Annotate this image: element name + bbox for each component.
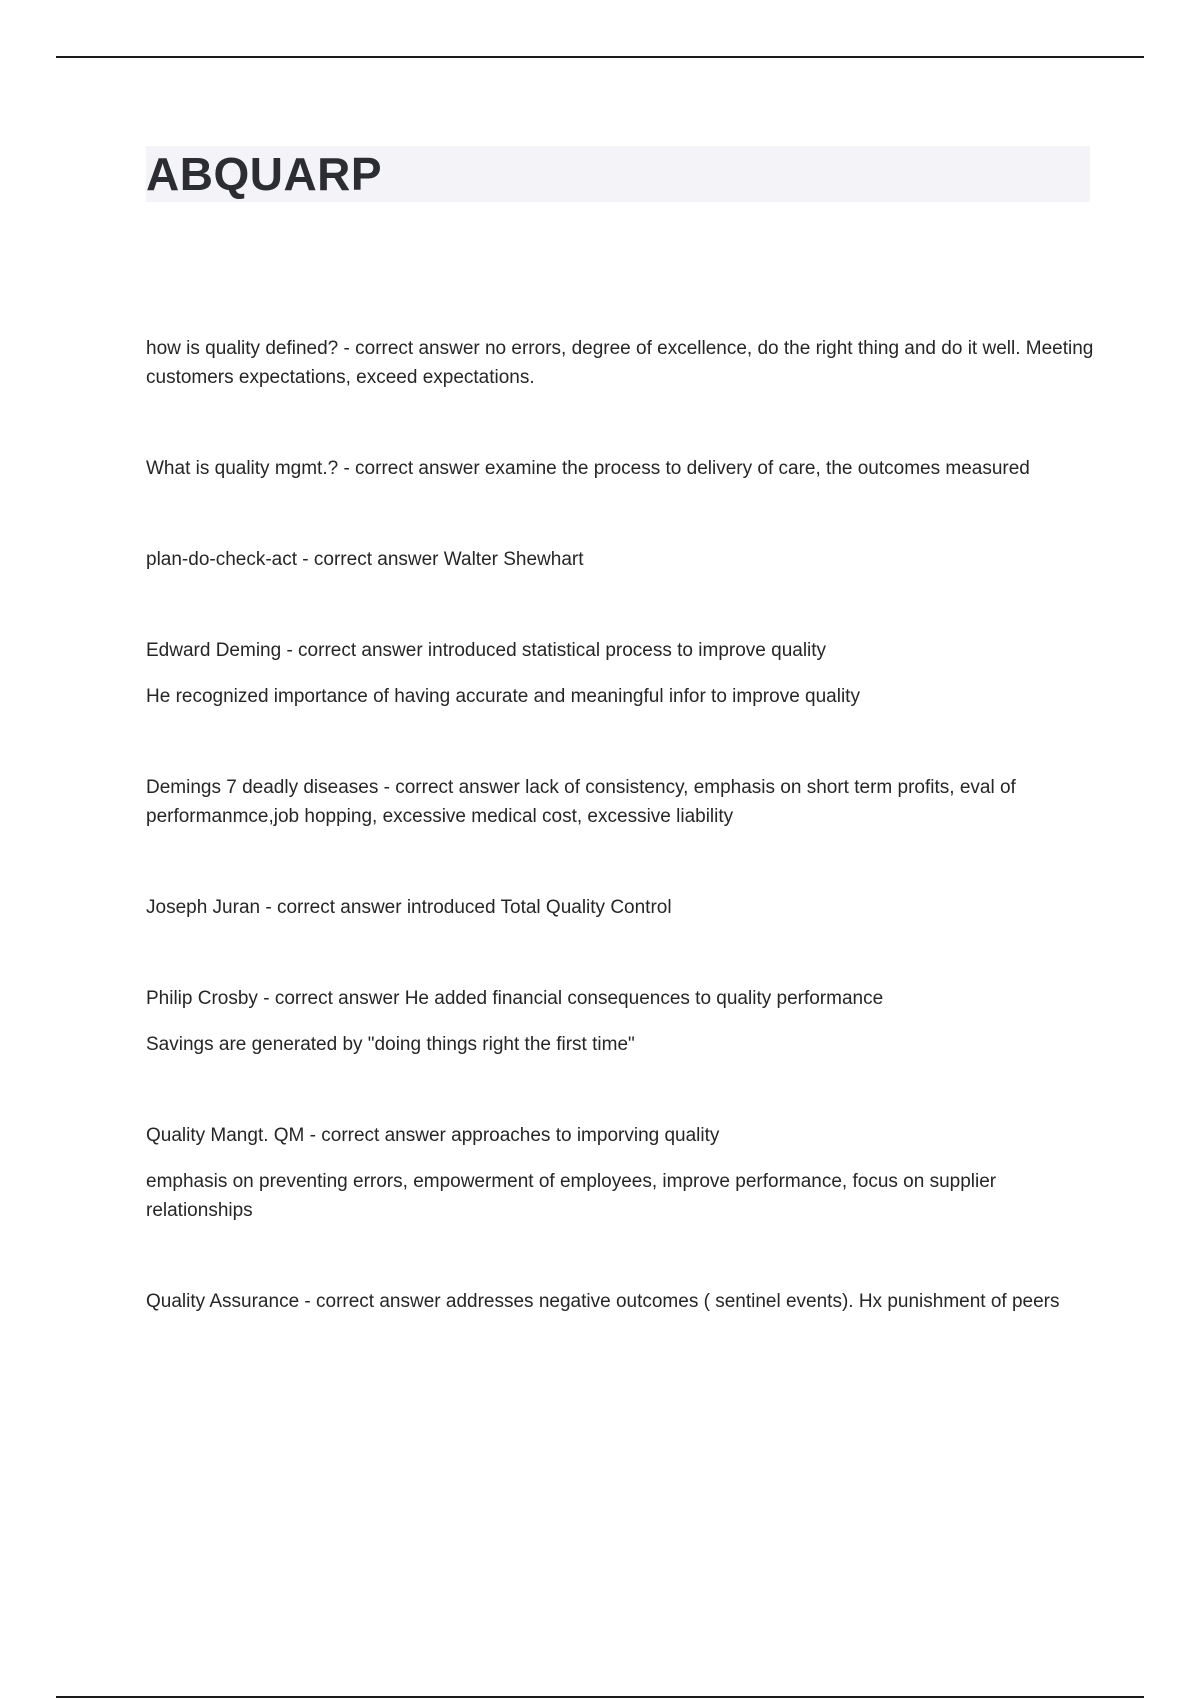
flashcard bbox=[146, 984, 1096, 1059]
flashcard bbox=[146, 1287, 1096, 1316]
flashcard bbox=[146, 636, 1096, 711]
flashcard-text: What is quality mgmt.? - correct answer examine the process to delivery of care, the outcomes measured bbox=[146, 458, 1030, 479]
title-band bbox=[146, 146, 1090, 202]
flashcard bbox=[146, 545, 1096, 574]
flashcard-text: Demings 7 deadly diseases - correct answer lack of consistency, emphasis on short term profits, eval of performanmce,job hopping, excessive medical cost, excessive liability bbox=[146, 777, 1016, 827]
flashcard-text-continued: emphasis on preventing errors, empowerment of employees, improve performance, focus on supplier relationships bbox=[146, 1171, 997, 1221]
flashcard-text: how is quality defined? - correct answer no errors, degree of excellence, do the right thing and do it well. Meeting customers expectations, exceed expectations. bbox=[146, 338, 1094, 388]
flashcard bbox=[146, 334, 1096, 392]
flashcard-text: Quality Mangt. QM - correct answer approaches to imporving quality bbox=[146, 1125, 720, 1146]
flashcard-text: Edward Deming - correct answer introduced statistical process to improve quality bbox=[146, 640, 827, 661]
bottom-divider bbox=[56, 1696, 1144, 1698]
flashcard bbox=[146, 454, 1096, 483]
flashcard-text-continued: Savings are generated by "doing things right the first time" bbox=[146, 1034, 635, 1055]
flashcard-text: Philip Crosby - correct answer He added financial consequences to quality performance bbox=[146, 988, 884, 1009]
document-title: ABQUARP bbox=[146, 148, 383, 200]
flashcard-list bbox=[146, 334, 1096, 1378]
flashcard-text-continued: He recognized importance of having accurate and meaningful infor to improve quality bbox=[146, 686, 860, 707]
flashcard bbox=[146, 893, 1096, 922]
top-divider bbox=[56, 56, 1144, 58]
flashcard-text: Quality Assurance - correct answer addresses negative outcomes ( sentinel events). Hx punishment of peers bbox=[146, 1291, 1060, 1312]
flashcard-text: Joseph Juran - correct answer introduced Total Quality Control bbox=[146, 897, 672, 918]
flashcard-text: plan-do-check-act - correct answer Walter Shewhart bbox=[146, 549, 584, 570]
flashcard bbox=[146, 773, 1096, 831]
flashcard bbox=[146, 1121, 1096, 1225]
